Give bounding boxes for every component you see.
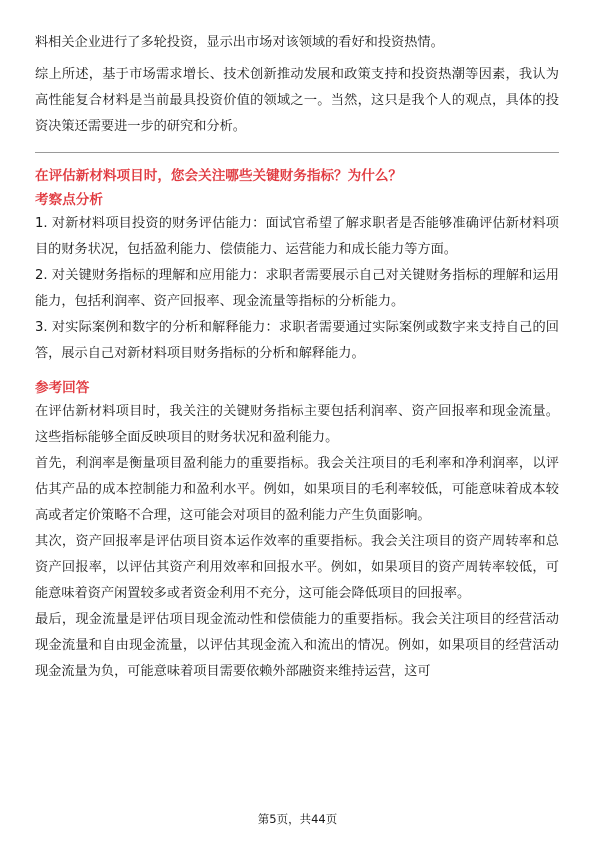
answer-paragraph-4: 最后，现金流量是评估项目现金流动性和偿债能力的重要指标。我会关注项目的经营活动现金流量和自由现金流量，以评估其现金流入和流出的情况。例如，如果项目的经营活动现金流量为负，可能意味着项目需要依赖外部融资来维持运营，这可 [35, 612, 559, 679]
analysis-item-2: 2. 对关键财务指标的理解和应用能力：求职者需要展示自己对关键财务指标的理解和运用能力，包括利润率、资产回报率、现金流量等指标的分析能力。 [35, 268, 559, 309]
analysis-item-3: 3. 对实际案例和数字的分析和解释能力：求职者需要通过实际案例或数字来支持自己的回答，展示自己对新材料项目财务指标的分析和解释能力。 [35, 320, 559, 361]
section-divider [35, 152, 559, 153]
answer-paragraph-1: 在评估新材料项目时，我关注的关键财务指标主要包括利润率、资产回报率和现金流量。这些指标能够全面反映项目的财务状况和盈利能力。 [35, 404, 559, 445]
interview-question: 在评估新材料项目时，您会关注哪些关键财务指标？为什么？ [35, 168, 403, 184]
answer-paragraph-3: 其次，资产回报率是评估项目资本运作效率的重要指标。我会关注项目的资产周转率和总资产回报率，以评估其资产利用效率和回报水平。例如，如果项目的资产周转率较低，可能意味着资产闲置较多或者资金利用不充分，这可能会降低项目的回报率。 [35, 534, 559, 601]
analysis-item-1: 1. 对新材料项目投资的财务评估能力：面试官希望了解求职者是否能够准确评估新材料项目的财务状况，包括盈利能力、偿债能力、运营能力和成长能力等方面。 [35, 216, 559, 257]
page-content [35, 30, 559, 685]
intro-paragraph-2: 综上所述，基于市场需求增长、技术创新推动发展和政策支持和投资热潮等因素，我认为高性能复合材料是当前最具投资价值的领域之一。当然，这只是我个人的观点，具体的投资决策还需要进一步的研究和分析。 [35, 67, 559, 134]
answer-heading: 参考回答 [35, 380, 90, 396]
answer-paragraph-2: 首先，利润率是衡量项目盈利能力的重要指标。我会关注项目的毛利率和净利润率，以评估其产品的成本控制能力和盈利水平。例如，如果项目的毛利率较低，可能意味着成本较高或者定价策略不合理，这可能会对项目的盈利能力产生负面影响。 [35, 456, 559, 523]
page-number-footer: 第5页，共44页 [257, 812, 338, 826]
analysis-heading: 考察点分析 [35, 192, 103, 208]
intro-paragraph-1: 料相关企业进行了多轮投资，显示出市场对该领域的看好和投资热情。 [35, 35, 444, 50]
